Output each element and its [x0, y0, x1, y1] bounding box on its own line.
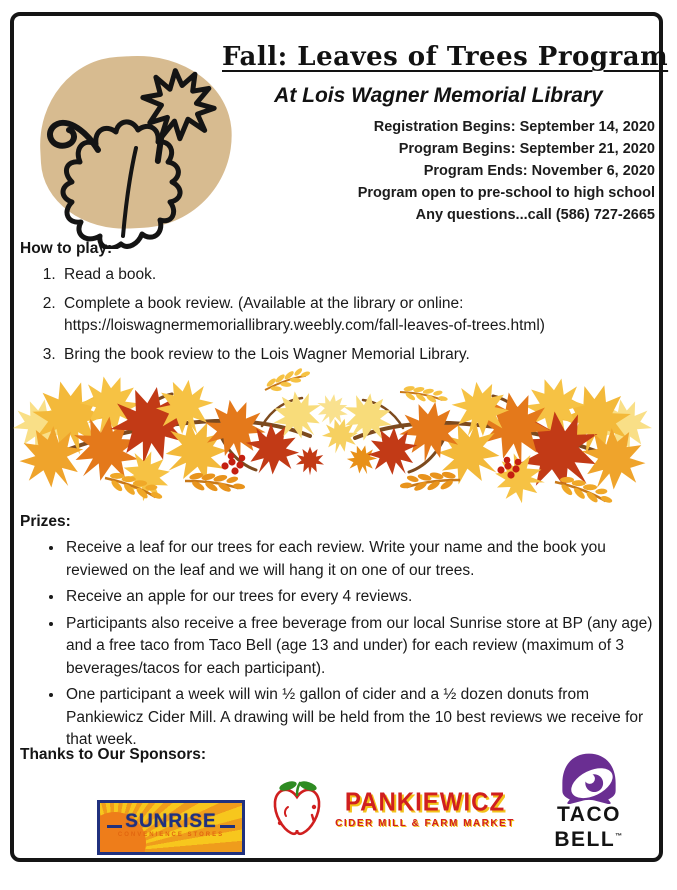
page-subtitle: At Lois Wagner Memorial Library	[274, 84, 603, 107]
sunrise-logo-tagline: CONVENIENCE STORES	[117, 832, 225, 838]
how-to-play-list	[20, 264, 657, 366]
bell-icon	[552, 752, 626, 804]
taco-bell-logo-line1: TACO	[557, 803, 621, 826]
how-to-play-section	[20, 240, 657, 372]
prize-item: • Receive an apple for our trees for every 4 reviews.	[64, 586, 661, 609]
sunrise-logo	[97, 800, 245, 855]
info-line: Program Begins: September 21, 2020	[398, 141, 655, 157]
how-to-play-step: 1. Read a book.	[60, 264, 657, 287]
pankiewicz-logo	[268, 777, 518, 843]
prize-item: • One participant a week will win ½ gallon of cider and a ½ dozen donuts from Pankiewicz Cider Mill. A drawing will be held from the 10 best reviews we receive for that week.	[64, 684, 661, 752]
info-line: Program Ends: November 6, 2020	[423, 163, 655, 179]
prize-item: • Participants also receive a free beverage from our local Sunrise store at BP (any age) and a free taco from Taco Bell (age 13 and under) for each review (maximum of 3 beverages/tacos for each participant).	[64, 613, 661, 681]
sunrise-logo-name: SUNRISE	[125, 811, 217, 832]
taco-bell-logo-line2: BELL™	[554, 828, 624, 851]
pankiewicz-logo-tagline: CIDER MILL & FARM MARKET	[335, 818, 515, 829]
leaf-lineart-icon	[26, 44, 246, 249]
prize-item: • Receive a leaf for our trees for each review. Write your name and the book you reviewed on the leaf and we will hang it on one of our trees.	[64, 537, 661, 582]
prizes-list	[20, 537, 661, 752]
apple-icon	[268, 779, 326, 841]
prizes-section	[20, 513, 661, 756]
trademark-symbol: ™	[615, 833, 624, 840]
how-to-play-step: 2. Complete a book review. (Available at the library or online: https://loiswagnermemoriallibrary.weebly.com/fall-leaves-of-trees.html)	[60, 293, 657, 338]
how-to-play-heading: How to play:	[20, 240, 113, 257]
autumn-leaves-divider	[10, 366, 655, 508]
info-line: Registration Begins: September 14, 2020	[373, 119, 655, 135]
program-info	[222, 116, 655, 226]
info-line: Any questions...call (586) 727-2665	[415, 207, 655, 223]
page-title: Fall: Leaves of Trees Program	[222, 42, 669, 72]
how-to-play-step: 3. Bring the book review to the Lois Wagner Memorial Library.	[60, 344, 657, 367]
taco-bell-logo	[536, 752, 642, 851]
flyer-header	[222, 42, 669, 226]
logo-dash	[220, 825, 235, 828]
info-line: Program open to pre-school to high school	[357, 185, 655, 201]
sponsors-heading: Thanks to Our Sponsors:	[20, 746, 207, 763]
pankiewicz-logo-name: PANKIEWICZ	[344, 787, 506, 818]
logo-dash	[107, 825, 122, 828]
prizes-heading: Prizes:	[20, 513, 71, 530]
